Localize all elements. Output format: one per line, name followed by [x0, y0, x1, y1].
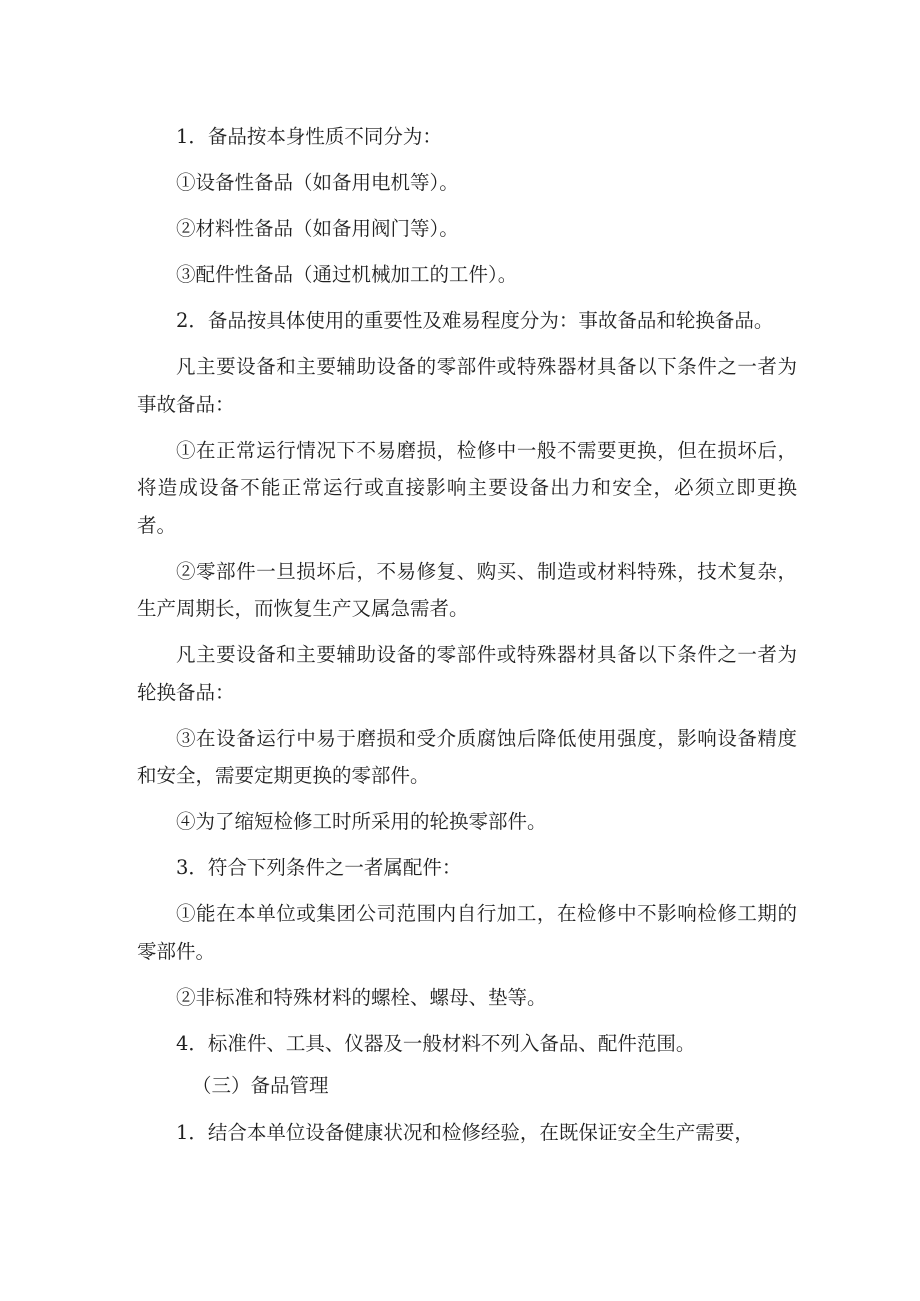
paragraph-12: 3．符合下列条件之一者属配件：	[176, 856, 462, 879]
paragraph-7: ①在正常运行情况下不易磨损，检修中一般不需要更换，但在损坏后，将造成设备不能正常运行或直接影响主要设备出力和安全，必须立即更换者。	[137, 438, 797, 537]
paragraph-15: 4．标准件、工具、仪器及一般材料不列入备品、配件范围。	[176, 1031, 696, 1055]
paragraph-2: ①设备性备品（如备用电机等）。	[176, 171, 459, 194]
paragraph-14: ②非标准和特殊材料的螺栓、螺母、垫等。	[176, 985, 547, 1009]
section-heading: （三）备品管理	[192, 1073, 329, 1097]
paragraph-1: 1．备品按本身性质不同分为：	[176, 125, 442, 148]
paragraph-5: 2．备品按具体使用的重要性及难易程度分为：事故备品和轮换备品。	[176, 309, 774, 332]
paragraph-6: 凡主要设备和主要辅助设备的零部件或特殊器材具备以下条件之一者为事故备品：	[137, 355, 797, 416]
paragraph-10: ③在设备运行中易于磨损和受介质腐蚀后降低使用强度，影响设备精度和安全，需要定期更换的零部件。	[137, 726, 797, 787]
paragraph-4: ③配件性备品（通过机械加工的工件）。	[176, 263, 518, 286]
paragraph-3: ②材料性备品（如备用阀门等）。	[176, 217, 459, 240]
paragraph-9: 凡主要设备和主要辅助设备的零部件或特殊器材具备以下条件之一者为轮换备品：	[137, 643, 797, 704]
paragraph-13: ①能在本单位或集团公司范围内自行加工，在检修中不影响检修工期的零部件。	[137, 902, 797, 963]
document-body	[137, 118, 797, 1160]
paragraph-11: ④为了缩短检修工时所采用的轮换零部件。	[176, 810, 547, 833]
paragraph-17: 1．结合本单位设备健康状况和检修经验，在既保证安全生产需要，	[176, 1121, 754, 1144]
paragraph-8: ②零部件一旦损坏后，不易修复、购买、制造或材料特殊，技术复杂，生产周期长，而恢复生产又属急需者。	[137, 559, 797, 620]
